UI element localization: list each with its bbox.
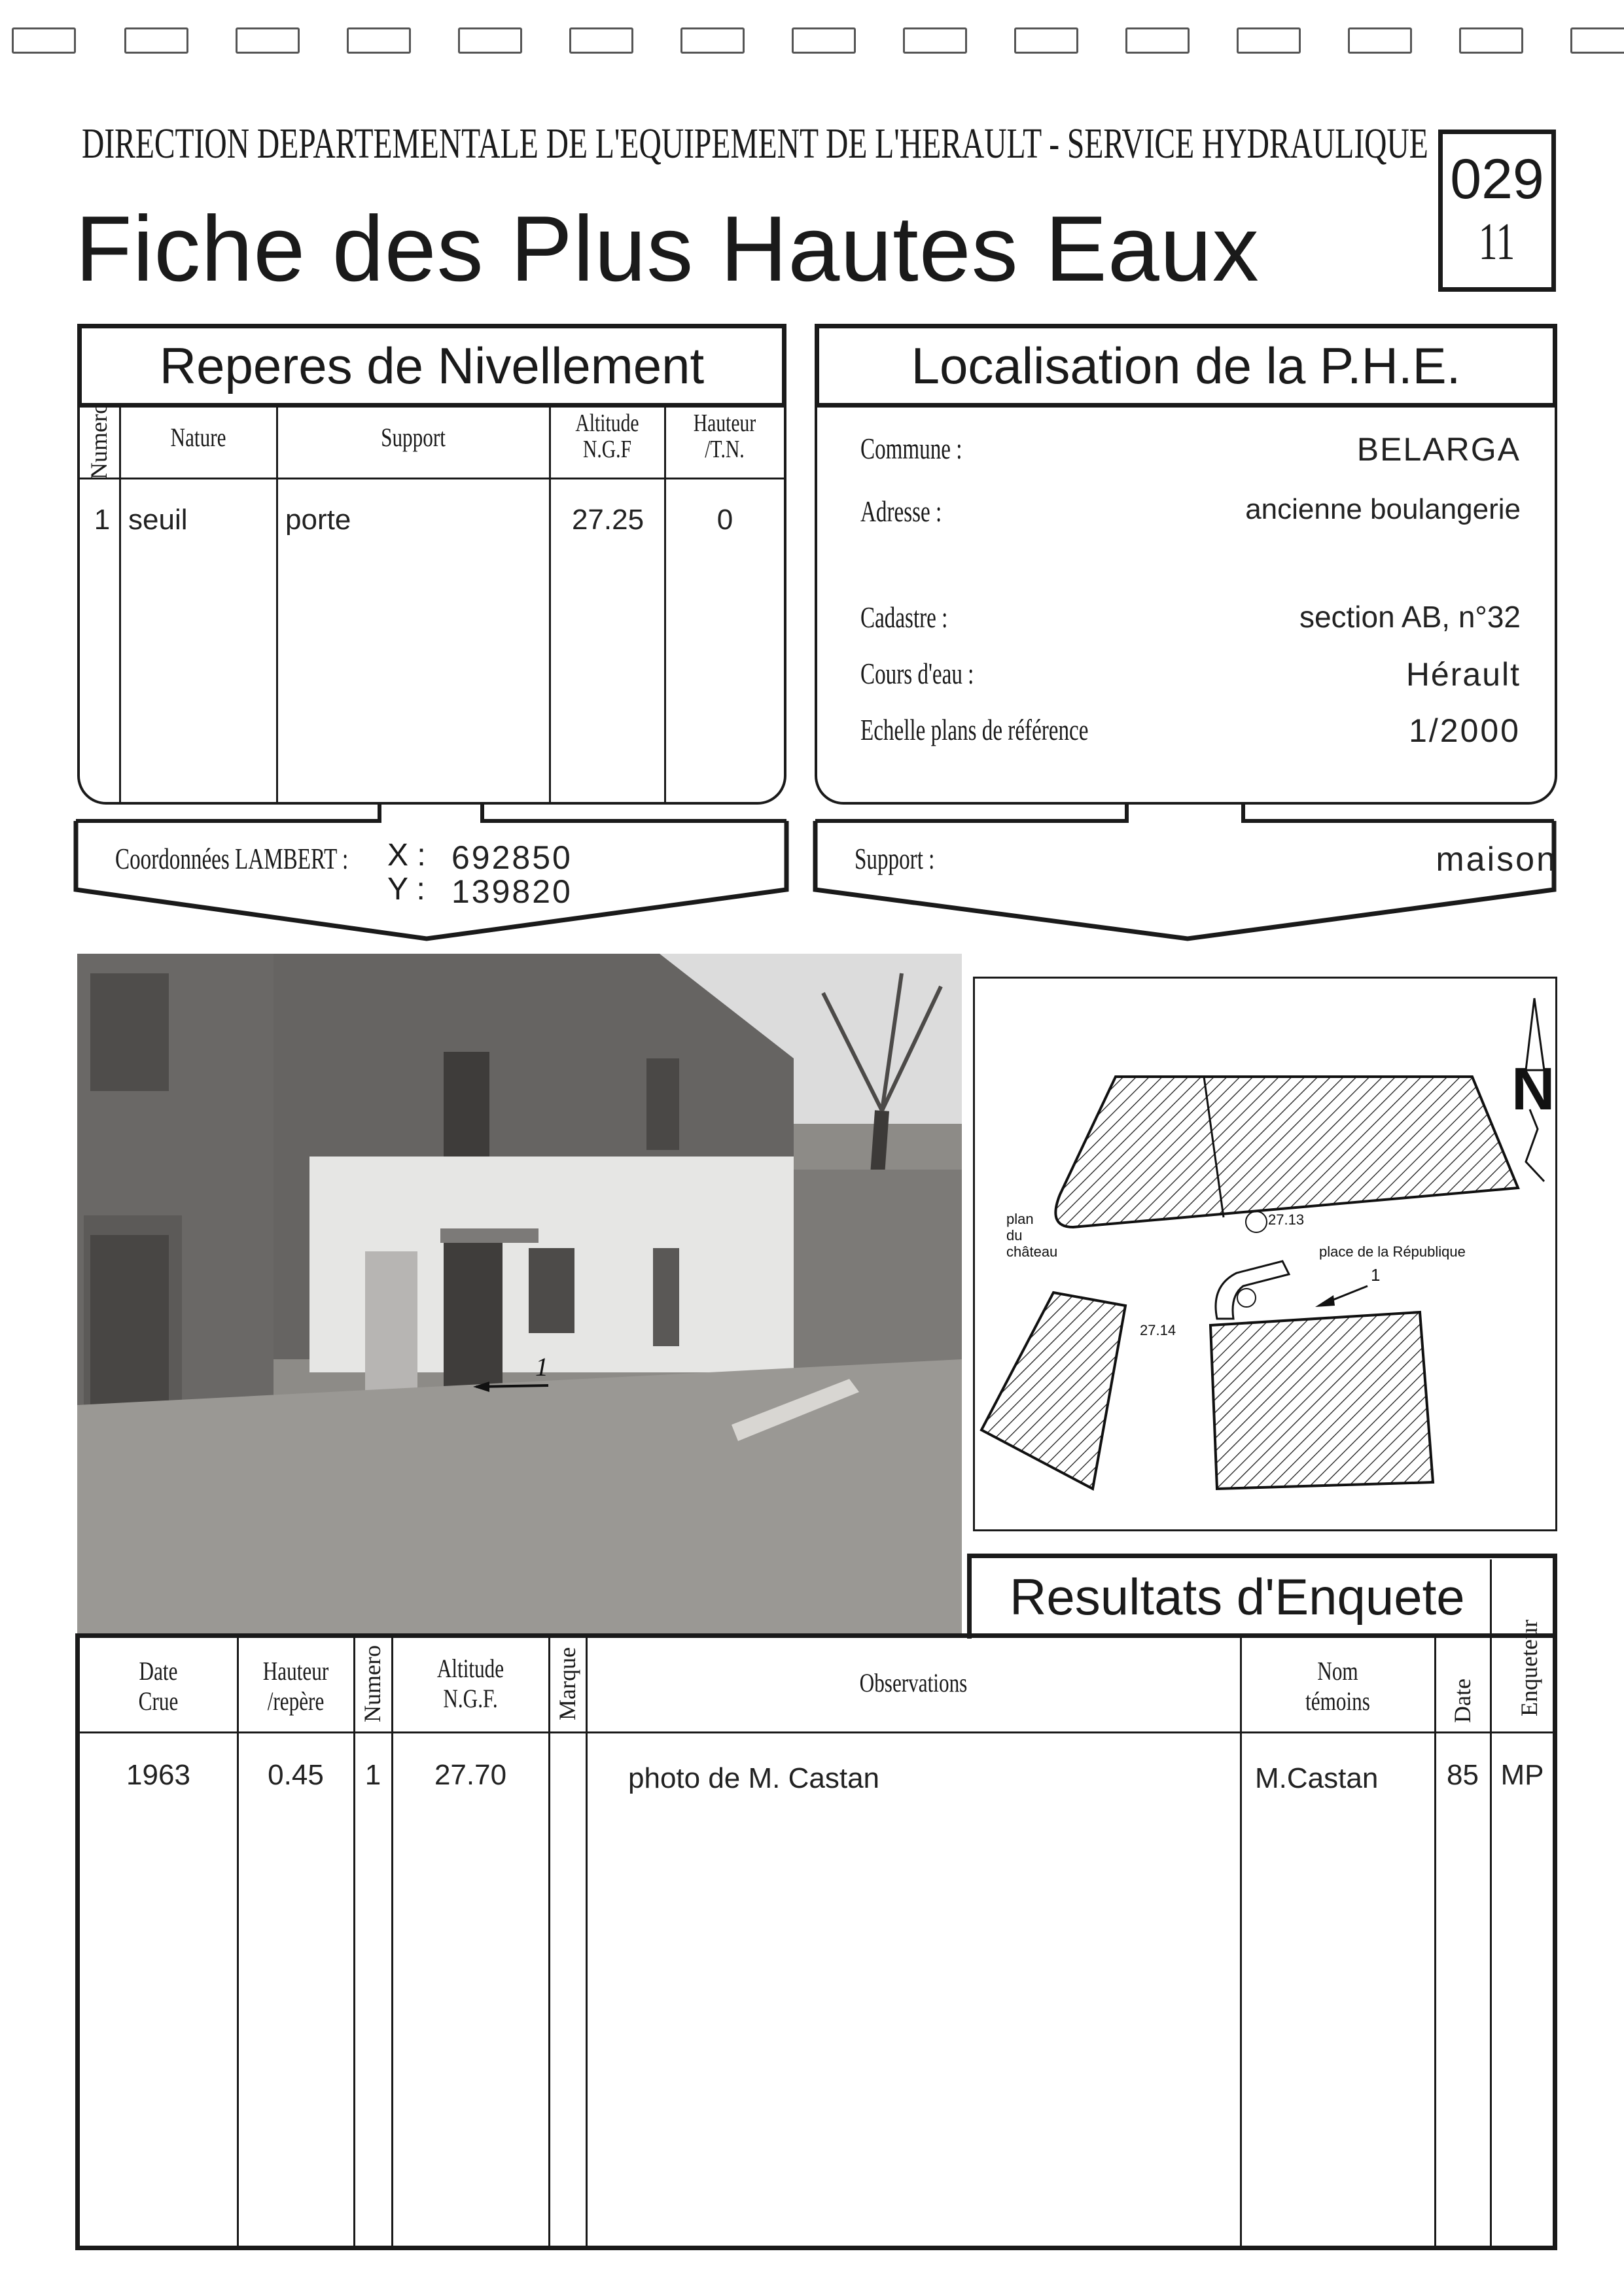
col-date-header: Date [1449, 1679, 1475, 1723]
plan-label-1: plan [1006, 1211, 1034, 1227]
photo-illustration [77, 954, 962, 1634]
col-altitude-header: Altitude N.G.F [575, 409, 639, 463]
echelle-value: 1/2000 [1409, 712, 1521, 749]
altitude-label-b: 27.14 [1140, 1322, 1176, 1338]
col-nom-temoins-header: Nom témoins [1305, 1656, 1370, 1716]
col-numero-header: Numero [86, 402, 112, 479]
punch-hole [903, 27, 967, 54]
col-marque-header: Marque [554, 1647, 580, 1720]
commune-value: BELARGA [1356, 431, 1521, 468]
punch-hole [792, 27, 856, 54]
support-label: Support : [855, 842, 935, 875]
punch-hole [347, 27, 411, 54]
punch-hole [569, 27, 633, 54]
cours-eau-value: Hérault [1405, 656, 1521, 693]
resultats-table: Date Crue Hauteur /repère Numero Altitude N.G.F. Marque Observations Nom témoins Date Enqueteur 1963 0.45 1 27.70 photo de M. Castan M.Castan 85 MP [75, 1633, 1557, 2250]
col-hauteur-header: Hauteur /repère [262, 1656, 329, 1716]
cadastre-value: section AB, n°32 [1299, 600, 1521, 634]
site-photo [77, 954, 962, 1634]
punch-hole [236, 27, 300, 54]
plan-drawing [975, 979, 1555, 1529]
adresse-label: Adresse : [860, 495, 942, 528]
page-title: Fiche des Plus Hautes Eaux [75, 197, 1260, 301]
cadastre-label: Cadastre : [860, 600, 948, 634]
resultats-title-box [967, 1554, 1557, 1639]
agency-heading: DIRECTION DEPARTEMENTALE DE L'EQUIPEMENT DE L'HERAULT - SERVICE HYDRAULIQUE [82, 120, 1428, 167]
punch-hole [12, 27, 76, 54]
adresse-value: ancienne boulangerie [1245, 493, 1521, 525]
punch-hole [1459, 27, 1523, 54]
col-altitude-header: Altitude N.G.F. [436, 1654, 504, 1713]
plan-label-3: château [1006, 1244, 1058, 1260]
reperes-table: Numero Nature Support Altitude N.G.F Hauteur /T.N. 1 seuil porte 27.25 0 [77, 404, 786, 805]
place-label: place de la République [1319, 1244, 1466, 1260]
localisation-title: Localisation de la P.H.E. [911, 337, 1461, 394]
col-numero-header: Numero [359, 1645, 385, 1722]
col-nature-header: Nature [170, 423, 226, 452]
commune-label: Commune : [860, 432, 962, 465]
lambert-x-value: 692850 [451, 839, 573, 876]
col-observations-header: Observations [859, 1668, 968, 1697]
site-plan [973, 977, 1557, 1531]
col-enqueteur-header: Enqueteur [1516, 1620, 1542, 1716]
cours-eau-label: Cours d'eau : [860, 657, 974, 690]
plan-label-2: du [1006, 1227, 1023, 1244]
resultats-title: Resultats d'Enquete [1010, 1568, 1465, 1626]
punch-hole [1237, 27, 1301, 54]
fiche-id-box [1438, 130, 1556, 292]
col-hauteur-header: Hauteur /T.N. [693, 409, 756, 463]
fiche-id-top: 029 [1450, 148, 1544, 211]
punch-hole [458, 27, 522, 54]
localisation-title-box [815, 324, 1557, 408]
altitude-label-a: 27.13 [1268, 1211, 1305, 1228]
reperes-title: Reperes de Nivellement [159, 337, 705, 394]
fiche-id-bottom: 11 [1479, 213, 1515, 271]
north-indicator: N [1511, 1056, 1555, 1122]
punch-hole [1570, 27, 1624, 54]
punch-hole [1125, 27, 1190, 54]
lambert-label: Coordonnées LAMBERT : [115, 842, 349, 875]
punch-hole [1348, 27, 1412, 54]
reperes-title-box [77, 324, 786, 408]
punch-hole [1014, 27, 1078, 54]
support-value: maison [1436, 841, 1557, 878]
punch-hole [124, 27, 188, 54]
echelle-label: Echelle plans de référence [860, 713, 1089, 746]
plan-marker: 1 [1371, 1265, 1381, 1285]
col-date-crue-header: Date Crue [138, 1656, 179, 1716]
lambert-y-label: Y : [387, 872, 425, 907]
localisation-panel [815, 404, 1557, 805]
punch-hole [680, 27, 745, 54]
photo-marker: 1 [535, 1352, 548, 1382]
col-support-header: Support [381, 423, 446, 452]
lambert-x-label: X : [387, 838, 426, 873]
lambert-y-value: 139820 [451, 873, 573, 910]
